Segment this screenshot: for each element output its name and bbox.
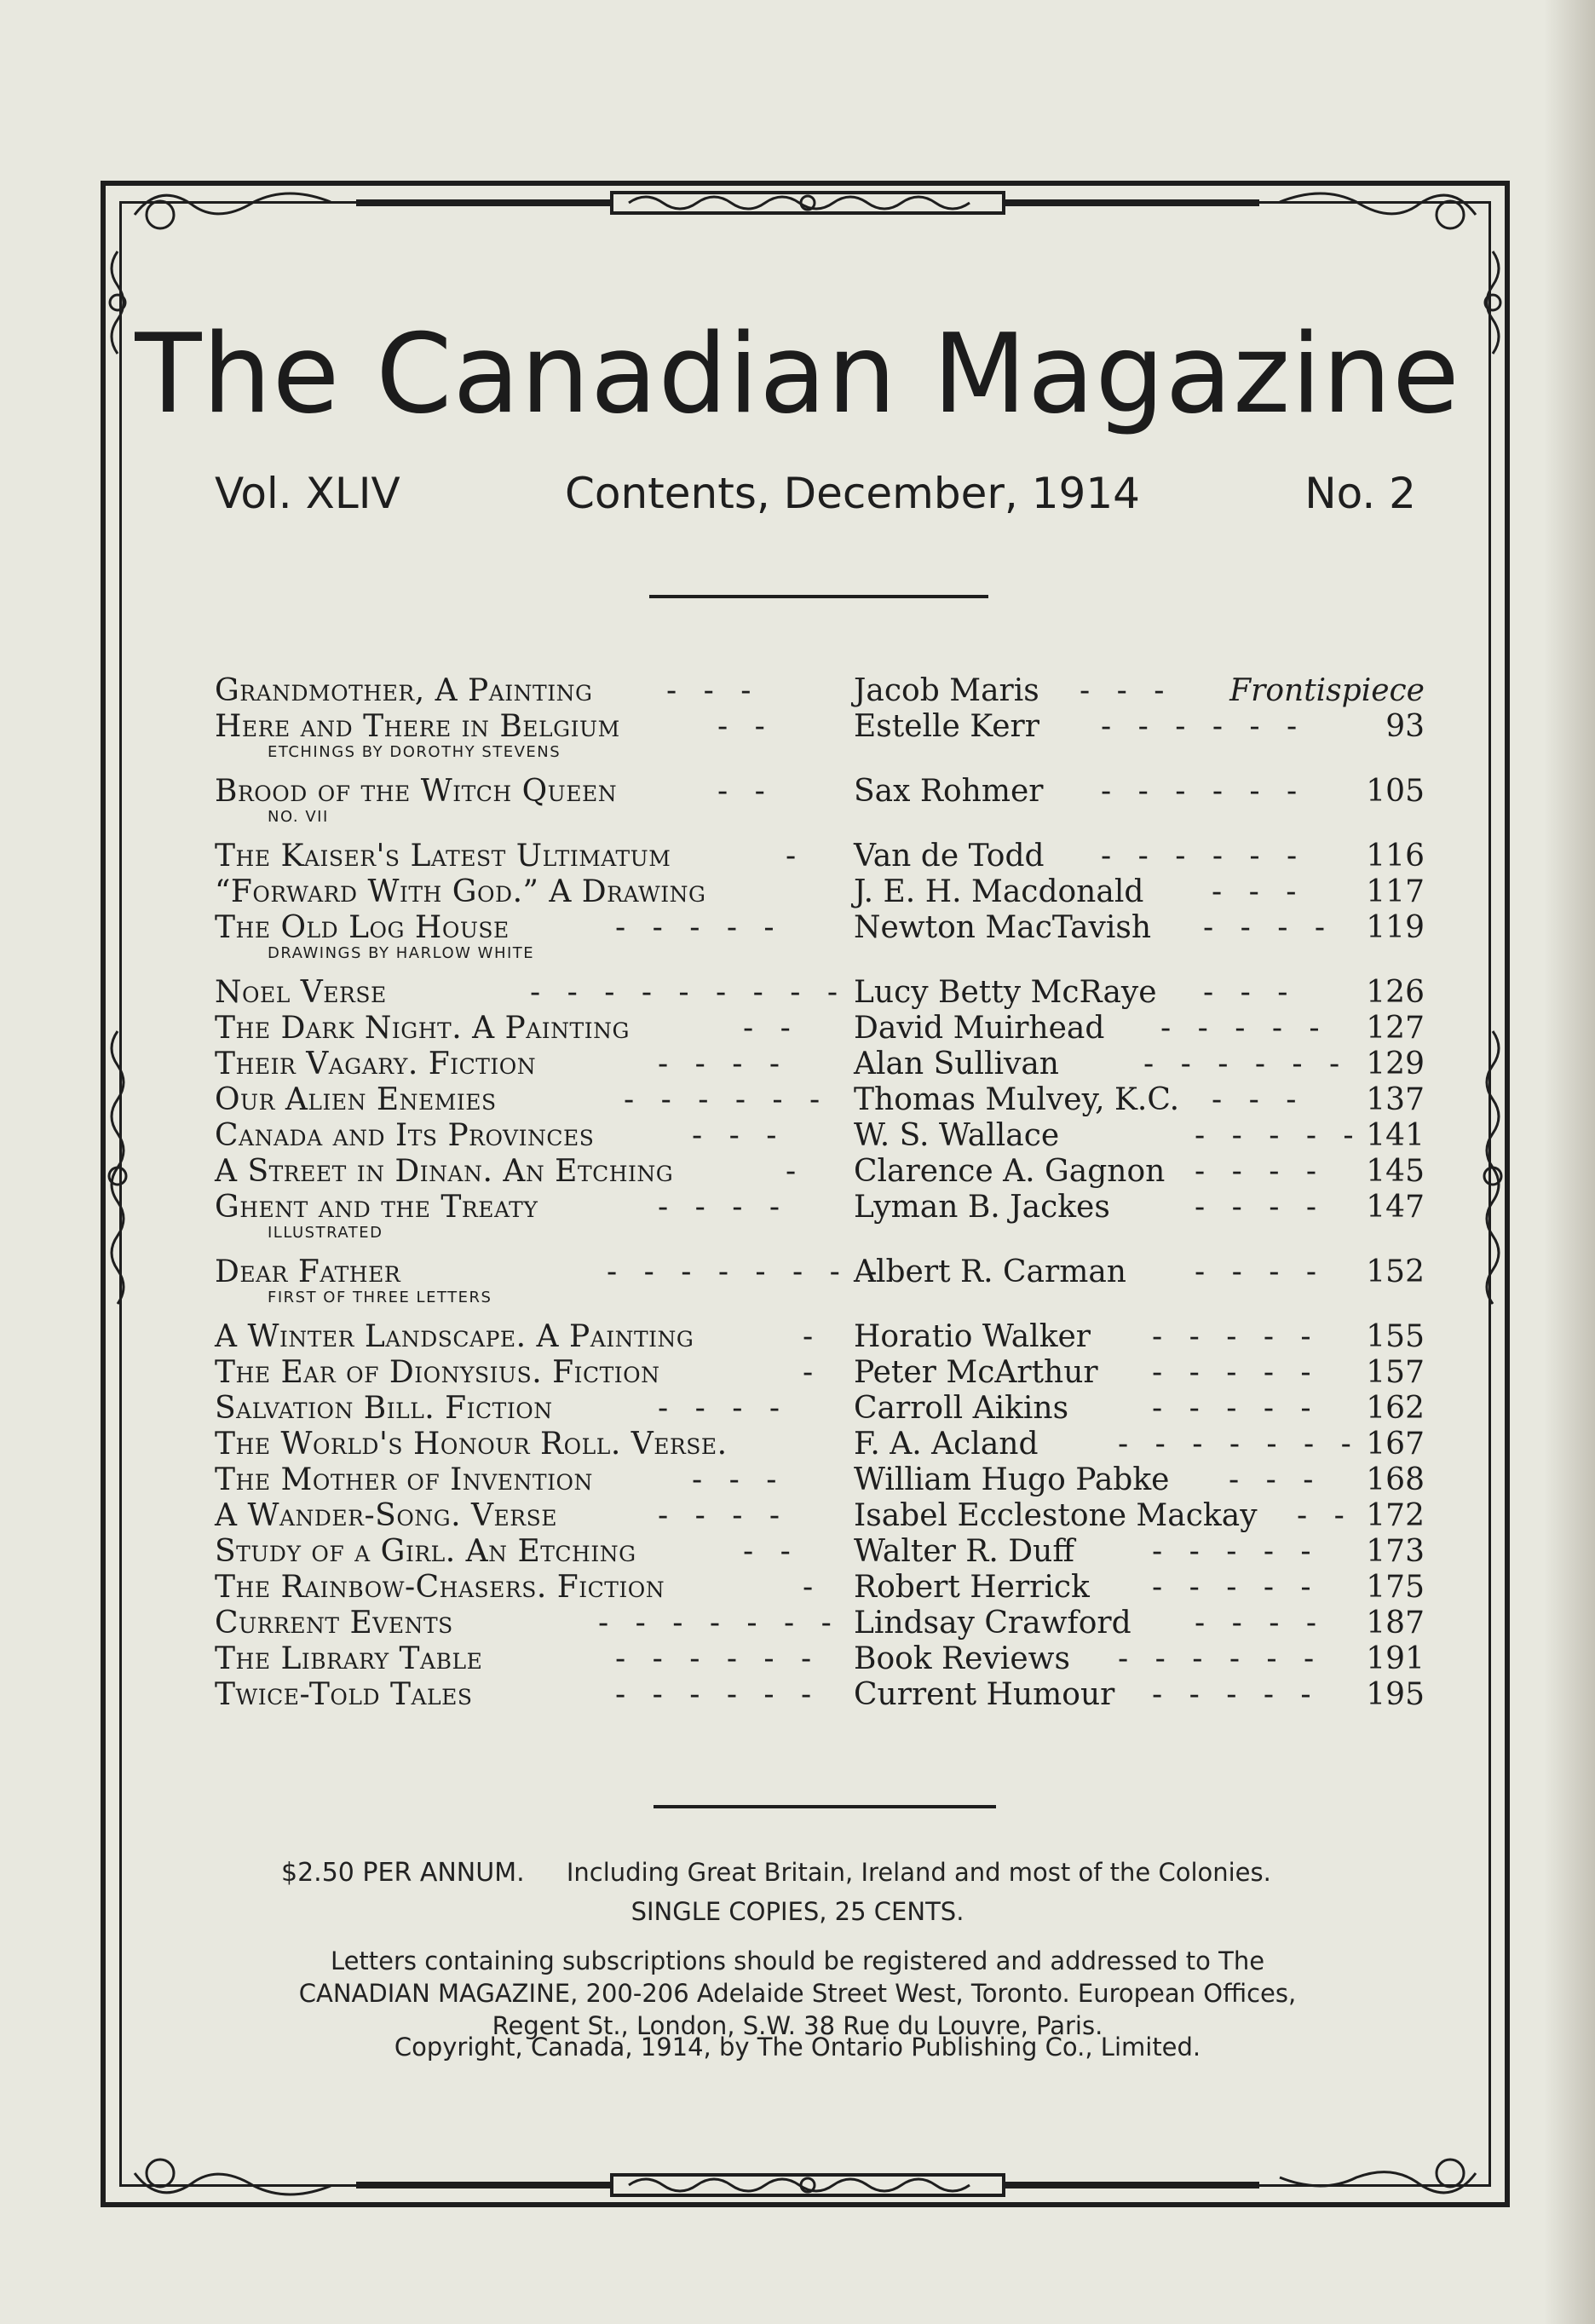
toc-title-leader: - - - - - [615,910,783,945]
toc-author: Walter R. Duff [854,1534,1074,1569]
toc-author-leader: - - - - [1195,1154,1325,1189]
toc-author: Alan Sullivan [854,1047,1059,1081]
toc-entry [215,1641,1425,1677]
toc-entry [215,1190,1425,1225]
toc-author-leader: - - - [1212,1082,1305,1117]
toc-title: Current Events [215,1606,453,1641]
copyright-notice: Copyright, Canada, 1914, by The Ontario Publishing Co., Limited. [394,2033,1201,2062]
toc-author: Albert R. Carman [854,1254,1126,1289]
toc-page-number: 129 [1366,1047,1425,1081]
toc-author-leader: - - - - - - [1101,774,1306,809]
issue-number: No. 2 [1304,469,1416,518]
toc-author-leader: - - - - - - - [1118,1427,1360,1462]
toc-title: The Old Log House [215,910,510,945]
toc-author: Current Humour [854,1677,1115,1712]
toc-author: David Muirhead [854,1011,1105,1046]
toc-title: Study of a Girl. An Etching [215,1534,636,1569]
toc-author-leader: - - - - [1203,910,1333,945]
toc-title-leader: - - - - - - [615,1677,821,1712]
toc-title: The Kaiser's Latest Ultimatum [215,839,671,874]
toc-author-leader: - - - - - [1195,1118,1362,1153]
toc-page-number: 172 [1366,1498,1425,1533]
toc-title-leader: - - - - [658,1498,788,1533]
toc-title: The Mother of Invention [215,1462,593,1497]
toc-page-number: 127 [1366,1011,1425,1046]
toc-page-number: 126 [1366,975,1425,1010]
toc-author: Peter McArthur [854,1355,1098,1390]
toc-page-number: 191 [1366,1641,1425,1676]
table-of-contents [215,673,1425,1713]
toc-author-leader: - - - - - [1152,1355,1320,1390]
toc-title: “Forward With God.” A Drawing [215,874,706,909]
toc-title: A Wander-Song. Verse [215,1498,557,1533]
toc-author: Clarence A. Gagnon [854,1154,1166,1189]
toc-entry [215,1319,1425,1355]
toc-entry [215,1427,1425,1462]
toc-author: Sax Rohmer [854,774,1044,809]
toc-title: Salvation Bill. Fiction [215,1391,553,1426]
toc-title: The Ear of Dionysius. Fiction [215,1355,660,1390]
toc-title: The Dark Night. A Painting [215,1011,630,1046]
toc-author-leader: - - - - - [1152,1570,1320,1605]
toc-title: Their Vagary. Fiction [215,1047,537,1081]
toc-title: Grandmother, A Painting [215,673,593,708]
toc-author-leader: - - - [1212,874,1305,909]
footer-divider [654,1805,996,1808]
border-ornament-bottom [101,2139,1510,2207]
toc-entry [215,1011,1425,1047]
toc-title-leader: - - - - [658,1047,788,1081]
toc-entry [215,1154,1425,1190]
toc-title: Brood of the Witch Queen [215,774,618,809]
toc-page-number: 116 [1366,839,1425,874]
toc-page-number: 119 [1366,910,1425,945]
toc-page-number: 187 [1366,1606,1425,1641]
border-ornament-left [101,1023,135,1329]
single-copies: SINGLE COPIES, 25 CENTS. [631,1897,964,1926]
toc-title-leader: - - - - - - [615,1641,821,1676]
toc-title-leader: - [803,1355,822,1390]
toc-author: Estelle Kerr [854,709,1039,744]
toc-author-leader: - - - - - [1160,1011,1328,1046]
toc-page-number: 147 [1366,1190,1425,1225]
toc-author: Book Reviews [854,1641,1070,1676]
toc-page-number: 175 [1366,1570,1425,1605]
toc-author-leader: - - - - - - [1143,1047,1349,1081]
toc-page-number: 155 [1366,1319,1425,1354]
toc-title-leader: - - - - - - - - - [530,975,847,1010]
toc-entry-note: NO. VII [268,808,329,826]
toc-author-leader: - - - - - [1152,1391,1320,1426]
toc-author: Carroll Aikins [854,1391,1069,1426]
toc-entry [215,1118,1425,1154]
toc-title: Dear Father [215,1254,401,1289]
toc-entry [215,839,1425,874]
toc-title-leader: - - [743,1534,799,1569]
toc-title: The Library Table [215,1641,483,1676]
toc-author: Robert Herrick [854,1570,1090,1605]
toc-entry [215,1534,1425,1570]
issue-line [215,469,1416,518]
toc-author-leader: - - [1297,1498,1353,1533]
toc-page-number: 152 [1366,1254,1425,1289]
toc-author: Lyman B. Jackes [854,1190,1110,1225]
toc-author-leader: - - - - - - [1101,839,1306,874]
toc-entry [215,1570,1425,1606]
toc-entry [215,709,1425,745]
toc-entry [215,1082,1425,1118]
toc-entry-note: FIRST OF THREE LETTERS [268,1289,492,1306]
toc-author-leader: - - - - - [1152,1319,1320,1354]
toc-entry-note: ILLUSTRATED [268,1224,383,1242]
toc-entry [215,774,1425,810]
toc-title: The Rainbow-Chasers. Fiction [215,1570,665,1605]
toc-author-leader: - - - [1229,1462,1322,1497]
toc-title-leader: - [786,839,805,874]
toc-page-number: 168 [1366,1462,1425,1497]
toc-author: Newton MacTavish [854,910,1152,945]
toc-title: A Street in Dinan. An Etching [215,1154,674,1189]
toc-page-number: 117 [1366,874,1425,909]
toc-title-leader: - - - [692,1462,786,1497]
toc-author: F. A. Acland [854,1427,1039,1462]
toc-page-number: 145 [1366,1154,1425,1189]
toc-title-leader: - - [717,709,774,744]
border-ornament-top [101,181,1510,249]
toc-author: Jacob Maris [854,673,1039,708]
toc-entry [215,910,1425,946]
toc-author: Horatio Walker [854,1319,1091,1354]
toc-author-leader: - - - - [1195,1254,1325,1289]
toc-author: William Hugo Pabke [854,1462,1170,1497]
toc-page-number: 157 [1366,1355,1425,1390]
toc-author: J. E. H. Macdonald [854,874,1144,909]
toc-author: Lucy Betty McRaye [854,975,1157,1010]
toc-entry-note: DRAWINGS BY HARLOW WHITE [268,944,535,962]
toc-page-number: 105 [1366,774,1425,809]
toc-title: Our Alien Enemies [215,1082,497,1117]
toc-author-leader: - - - - - - [1101,709,1306,744]
toc-page-number: 137 [1366,1082,1425,1117]
toc-page-number: 141 [1366,1118,1425,1153]
price-label: $2.50 PER ANNUM. [281,1858,525,1888]
toc-entry [215,1391,1425,1427]
toc-entry [215,1047,1425,1082]
toc-entry [215,1606,1425,1641]
toc-entry [215,1498,1425,1534]
toc-title: A Winter Landscape. A Painting [215,1319,694,1354]
toc-author-leader: - - - - [1195,1606,1325,1641]
volume-label: Vol. XLIV [215,469,400,518]
toc-author-leader: - - - - [1195,1190,1325,1225]
toc-title-leader: - - - - - - - - [607,1254,886,1289]
toc-title-leader: - - - - [658,1391,788,1426]
toc-title-leader: - - - - [658,1190,788,1225]
toc-title: Canada and Its Provinces [215,1118,595,1153]
toc-author-leader: - - - [1080,673,1173,708]
toc-entry [215,1355,1425,1391]
toc-entry [215,1254,1425,1290]
toc-page-number: Frontispiece [1229,673,1425,708]
toc-title-leader: - [803,1319,822,1354]
contents-date: Contents, December, 1914 [564,469,1140,518]
toc-author: W. S. Wallace [854,1118,1060,1153]
toc-title: Twice-Told Tales [215,1677,473,1712]
toc-author-leader: - - - - - - [1118,1641,1323,1676]
toc-author: Isabel Ecclestone Mackay [854,1498,1258,1533]
toc-author: Lindsay Crawford [854,1606,1131,1641]
toc-page-number: 173 [1366,1534,1425,1569]
toc-author: Van de Todd [854,839,1045,874]
toc-title-leader: - - [743,1011,799,1046]
toc-title: The World's Honour Roll. Verse. [215,1427,728,1462]
toc-page-number: 162 [1366,1391,1425,1426]
toc-page-number: 167 [1366,1427,1425,1462]
toc-title-leader: - - - - - - [624,1082,829,1117]
toc-entry [215,1462,1425,1498]
toc-entry [215,1677,1425,1713]
toc-entry-note: ETCHINGS BY DOROTHY STEVENS [268,743,561,761]
toc-title-leader: - - - [692,1118,786,1153]
border-ornament-right [1476,1023,1510,1329]
toc-title: Noel Verse [215,975,387,1010]
toc-author-leader: - - - [1203,975,1297,1010]
toc-author-leader: - - - - - [1152,1677,1320,1712]
toc-title: Here and There in Belgium [215,709,620,744]
toc-title-leader: - - - [666,673,760,708]
toc-title-leader: - - - - - - - [598,1606,840,1641]
toc-entry [215,975,1425,1011]
toc-title-leader: - [786,1154,805,1189]
magazine-title: The Canadian Magazine [135,311,1460,438]
subscription-price [0,1858,1595,1888]
toc-author: Thomas Mulvey, K.C. [854,1082,1180,1117]
toc-title-leader: - - [717,774,774,809]
toc-title-leader: - [803,1570,822,1605]
toc-title: Ghent and the Treaty [215,1190,538,1225]
toc-page-number: 93 [1385,709,1425,744]
toc-author-leader: - - - - - [1152,1534,1320,1569]
price-detail: Including Great Britain, Ireland and most of the Colonies. [566,1858,1271,1887]
toc-page-number: 195 [1366,1677,1425,1712]
subscription-address: Letters containing subscriptions should be registered and addressed to The CANADIAN MAGAZINE, 200-206 Adelaide Street West, Toronto. European Offices, Regent St., London, S.W. 38 Rue du Louvre, Paris. [298,1946,1297,2040]
toc-entry [215,874,1425,910]
header-divider [649,595,988,598]
toc-entry [215,673,1425,709]
